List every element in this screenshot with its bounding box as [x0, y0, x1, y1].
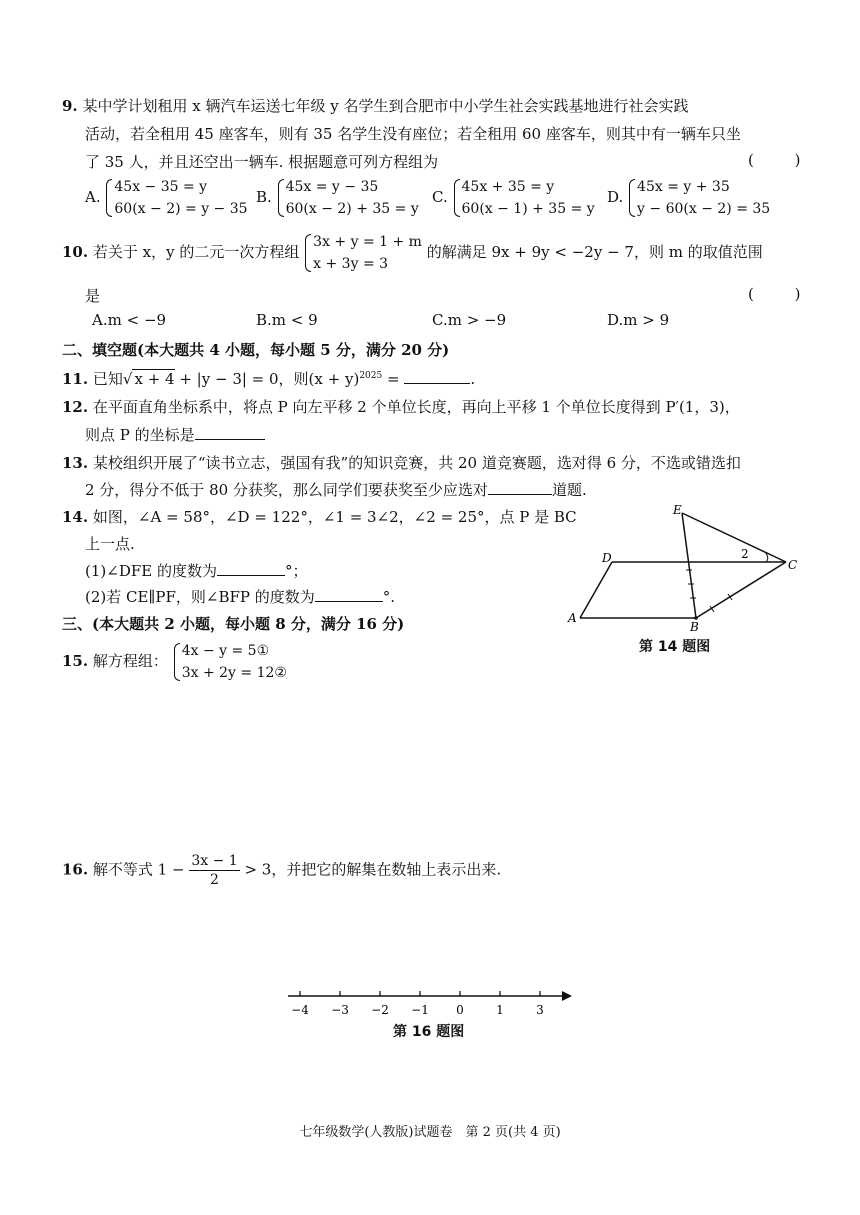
q15-pre: 解方程组：: [92, 652, 168, 670]
q11-post: =: [382, 370, 405, 388]
q11-line: [62, 368, 475, 389]
option-text: m > 9: [623, 311, 670, 329]
option-text: m > −9: [447, 311, 507, 329]
option-label: A.: [92, 311, 108, 329]
option-label: B.: [256, 311, 272, 329]
q11-mid: + |y − 3| = 0，则(x + y): [174, 370, 360, 388]
page-footer: 七年级数学(人教版)试题卷 第 2 页(共 4 页): [299, 1125, 561, 1140]
equation: 45x = y − 35: [285, 179, 379, 195]
fraction-numerator: 3x − 1: [191, 853, 238, 869]
answer-blank[interactable]: [488, 494, 552, 495]
q10-option-d[interactable]: [607, 311, 669, 329]
equation: 60(x − 1) + 35 = y: [461, 201, 595, 217]
label-d: D: [602, 551, 612, 565]
equation: 4x − y = 5①: [181, 643, 270, 659]
q9-option-b[interactable]: [256, 176, 419, 220]
q13-text3: 道题.: [551, 481, 587, 499]
equation: 45x = y + 35: [637, 179, 730, 195]
period: .: [470, 370, 476, 388]
equation: 60(x − 2) + 35 = y: [285, 201, 419, 217]
number-line: [280, 982, 580, 1024]
question-number: 14.: [62, 508, 89, 526]
q9-option-d[interactable]: [607, 176, 770, 220]
label-e: E: [673, 503, 682, 517]
option-text: m < −9: [107, 311, 167, 329]
q9-line3: 了 35 人，并且还空出一辆车. 根据题意可列方程组为: [85, 153, 439, 171]
q16-line: [62, 852, 501, 889]
q9-option-a[interactable]: [85, 176, 248, 220]
answer-blank[interactable]: [195, 439, 265, 440]
equation-system: [304, 231, 422, 275]
option-label: C.: [432, 188, 448, 206]
answer-paren: ( ): [748, 151, 819, 169]
equation: 3x + y = 1 + m: [313, 234, 422, 250]
question-number: 9.: [62, 97, 78, 115]
tick-label: 0: [456, 1003, 464, 1017]
q12-line1: [62, 396, 740, 417]
sqrt-sign: √: [122, 370, 133, 388]
q10-option-a[interactable]: [92, 311, 166, 329]
exponent: 2025: [359, 371, 383, 381]
label-c: C: [788, 558, 798, 572]
question-number: 15.: [62, 652, 89, 670]
sqrt-radicand: x + 4: [134, 370, 175, 388]
q10-option-c[interactable]: [432, 311, 506, 329]
question-number: 11.: [62, 370, 89, 388]
q14-line2: 上一点.: [85, 535, 135, 553]
label-angle-2: 2: [741, 547, 749, 561]
q9-option-c[interactable]: [432, 176, 595, 220]
section-heading: 三、(本大题共 2 小题，每小题 8 分，满分 16 分): [62, 615, 405, 633]
question-number: 16.: [62, 860, 89, 879]
q10-option-b[interactable]: [256, 311, 318, 329]
option-label: A.: [85, 188, 101, 206]
option-label: B.: [256, 188, 272, 206]
tick-label: 3: [536, 1003, 544, 1017]
question-number: 13.: [62, 454, 89, 472]
equation: y − 60(x − 2) = 35: [637, 201, 771, 217]
q14-sub1: [85, 560, 307, 581]
axis-arrow: [562, 991, 572, 1001]
answer-blank[interactable]: [315, 601, 383, 602]
q14-text: 如图，∠A = 58°，∠D = 122°，∠1 = 3∠2，∠2 = 25°，点 P 是 BC: [92, 508, 577, 526]
q10-pre: 若关于 x，y 的二元一次方程组: [92, 243, 300, 261]
tick-label: −3: [331, 1003, 349, 1017]
q10-line1: [62, 231, 763, 275]
q10-post: 的解满足 9x + 9y < −2y − 7，则 m 的取值范围: [426, 243, 763, 261]
q15-line: [62, 640, 287, 684]
q13-line1: [62, 452, 741, 473]
equation: 45x + 35 = y: [461, 179, 555, 195]
degree-unit: °.: [382, 588, 396, 606]
equation: 3x + 2y = 12②: [181, 665, 287, 681]
q12-text2: 则点 P 的坐标是: [85, 426, 195, 444]
q16-post: > 3，并把它的解集在数轴上表示出来.: [244, 860, 502, 879]
answer-blank[interactable]: [217, 575, 285, 576]
answer-blank[interactable]: [404, 383, 470, 384]
option-label: D.: [607, 311, 624, 329]
q10-line2: 是: [85, 287, 101, 305]
q14-sub2-text: (2)若 CE∥PF，则∠BFP 的度数为: [85, 588, 315, 606]
segment-ec: [682, 513, 786, 562]
segment-eb: [682, 513, 696, 618]
answer-paren: ( ): [748, 285, 819, 303]
equation: 60(x − 2) = y − 35: [114, 201, 248, 217]
tick-label: −4: [291, 1003, 309, 1017]
q14-sub1-text: (1)∠DFE 的度数为: [85, 562, 217, 580]
segment-ad: [580, 562, 612, 618]
tick-label: −2: [371, 1003, 389, 1017]
question-number: 10.: [62, 243, 89, 261]
q9-text: 某中学计划租用 x 辆汽车运送七年级 y 名学生到合肥市中小学生社会实践基地进行社会实践: [82, 97, 689, 115]
equation-system: [453, 176, 595, 220]
equation-system: [277, 176, 419, 220]
q14-line1: [62, 506, 577, 527]
option-label: D.: [607, 188, 624, 206]
degree-unit: °；: [284, 562, 308, 580]
option-label: C.: [432, 311, 448, 329]
q11-pre: 已知: [92, 370, 123, 388]
equation-system: [173, 640, 287, 684]
label-a: A: [568, 611, 577, 625]
label-b: B: [690, 620, 699, 634]
tick-label: 1: [496, 1003, 504, 1017]
equation-system: [105, 176, 247, 220]
q13-text: 某校组织开展了“读书立志，强国有我”的知识竞赛，共 20 道竞赛题，选对得 6 分，不选或错选扣: [92, 454, 741, 472]
figure-14-caption: 第 14 题图: [639, 639, 711, 655]
section-heading: 二、填空题(本大题共 4 小题，每小题 5 分，满分 20 分): [62, 341, 450, 359]
option-text: m < 9: [271, 311, 318, 329]
fraction: [189, 852, 239, 889]
fraction-denominator: 2: [210, 872, 219, 888]
segment-bc: [696, 562, 786, 618]
q13-text2: 2 分，得分不低于 80 分获奖，那么同学们要获奖至少应选对: [85, 481, 488, 499]
q12-text: 在平面直角坐标系中，将点 P 向左平移 2 个单位长度，再向上平移 1 个单位长度得到 P′(1，3)，: [92, 398, 740, 416]
question-number: 12.: [62, 398, 89, 416]
equation: x + 3y = 3: [313, 256, 389, 272]
q16-pre: 解不等式 1 −: [92, 860, 185, 879]
equation: 45x − 35 = y: [114, 179, 208, 195]
tick-label: −1: [411, 1003, 429, 1017]
q9-line2: 活动，若全租用 45 座客车，则有 35 名学生没有座位；若全租用 60 座客车，则其中有一辆车只坐: [85, 125, 741, 143]
q9-line1: [62, 95, 688, 116]
q13-line2: [85, 479, 587, 500]
figure-16-caption: 第 16 题图: [393, 1024, 465, 1040]
q14-sub2: [85, 586, 395, 607]
equation-system: [628, 176, 770, 220]
q12-line2: [85, 424, 265, 445]
